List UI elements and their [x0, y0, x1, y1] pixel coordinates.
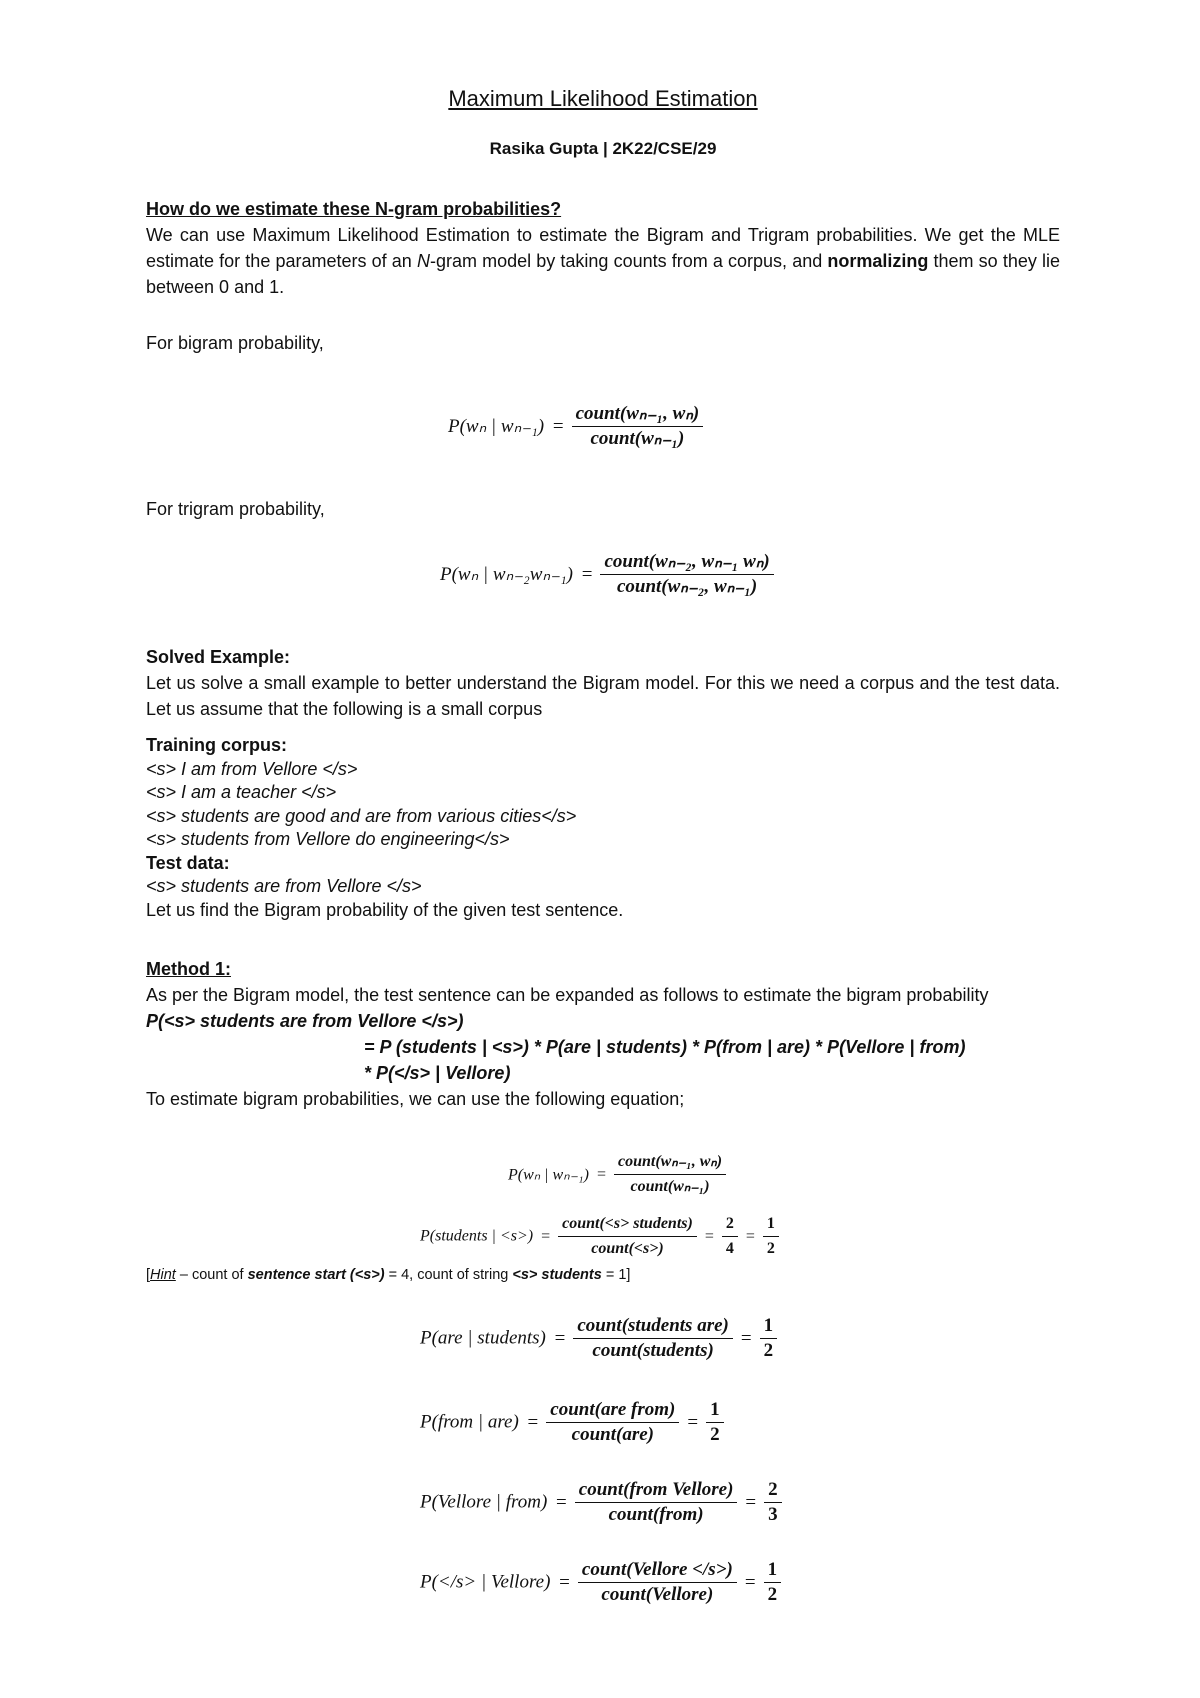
trigram-label: For trigram probability, [146, 499, 325, 519]
expansion-lhs: P(<s> students are from Vellore </s>) [146, 1011, 464, 1031]
calc-from-are: P(from | are) = $\frac{\text{count(are from)}}{\text{count(are)}}$ = $\frac{1}{2}$ [420, 1398, 728, 1447]
hint-note: [Hint – count of sentence start (<s>) = 4, count of string <s> students = 1] [146, 1267, 631, 1283]
equation-label: To estimate bigram probabilities, we can use the following equation; [146, 1089, 685, 1109]
calc-end-vellore: P(</s> | Vellore) = $\frac{\text{count(Vellore </s>)}}{\text{count(Vellore)}}$ = $\frac{1}{2}$ [420, 1558, 785, 1607]
expansion-rhs: = P (students | <s>) * P(are | students) * P(from | are) * P(Vellore | from) [364, 1037, 966, 1057]
solved-heading: Solved Example: [146, 647, 291, 667]
bigram-formula: P(wₙ | wₙ₋₁) = $\frac{\text{count(wₙ₋₁, wₙ)}}{\text{count(wₙ₋₁)}}$ [448, 402, 707, 451]
corpus-line: <s> students from Vellore do engineering</s> [146, 829, 510, 849]
expansion-rhs-cont: * P(</s> | Vellore) [364, 1063, 511, 1083]
method-heading: Method 1: [146, 959, 231, 979]
training-heading: Training corpus: [146, 735, 288, 755]
method-section [146, 956, 1060, 1112]
page-title: Maximum Likelihood Estimation [448, 86, 758, 111]
corpus-line: <s> I am from Vellore </s> [146, 758, 358, 779]
training-section [146, 734, 1060, 922]
method-paragraph: As per the Bigram model, the test sentence can be expanded as follows to estimate the bigram probability [146, 985, 989, 1005]
test-note: Let us find the Bigram probability of the given test sentence. [146, 899, 624, 920]
bigram-label: For bigram probability, [146, 333, 324, 353]
solved-section [146, 644, 1060, 722]
solved-paragraph: Let us solve a small example to better understand the Bigram model. For this we need a corpus and the test data. Let us assume that the following is a small corpus [146, 673, 1060, 719]
intro-paragraph: We can use Maximum Likelihood Estimation to estimate the Bigram and Trigram probabilities. We get the MLE estimate for the parameters of an N-gram model by taking counts from a corpus, and normalizing them so they lie between 0 and 1. [146, 225, 1060, 297]
corpus-line: <s> students are good and are from various cities</s> [146, 805, 577, 826]
bigram-equation: P(wₙ | wₙ₋₁) = $\frac{\text{count(wₙ₋₁, wₙ)}}{\text{count(wₙ₋₁)}}$ [508, 1150, 730, 1199]
test-sentence: <s> students are from Vellore </s> [146, 876, 422, 896]
calc-vellore-from: P(Vellore | from) = $\frac{\text{count(from Vellore)}}{\text{count(from)}}$ = $\frac{2}{3}$ [420, 1478, 786, 1527]
author-line: Rasika Gupta | 2K22/CSE/29 [489, 139, 717, 158]
corpus-line: <s> I am a teacher </s> [146, 782, 337, 802]
calc-are-students: P(are | students) = $\frac{\text{count(students are)}}{\text{count(students)}}$ = $\frac{1}{2}$ [420, 1314, 781, 1363]
intro-section [146, 196, 1060, 300]
calc-students-start: P(students | <s>) = $\frac{\text{count(<s> students)}}{\text{count(<s>)}}$ = $\frac{2}{4}$ = $\frac{1}{2}$ [420, 1212, 783, 1261]
intro-heading: How do we estimate these N-gram probabilities? [146, 199, 562, 219]
test-heading: Test data: [146, 852, 230, 873]
trigram-formula: P(wₙ | wₙ₋₂wₙ₋₁) = $\frac{\text{count(wₙ₋₂, wₙ₋₁ wₙ)}}{\text{count(wₙ₋₂, wₙ₋₁)}}$ [440, 550, 778, 599]
